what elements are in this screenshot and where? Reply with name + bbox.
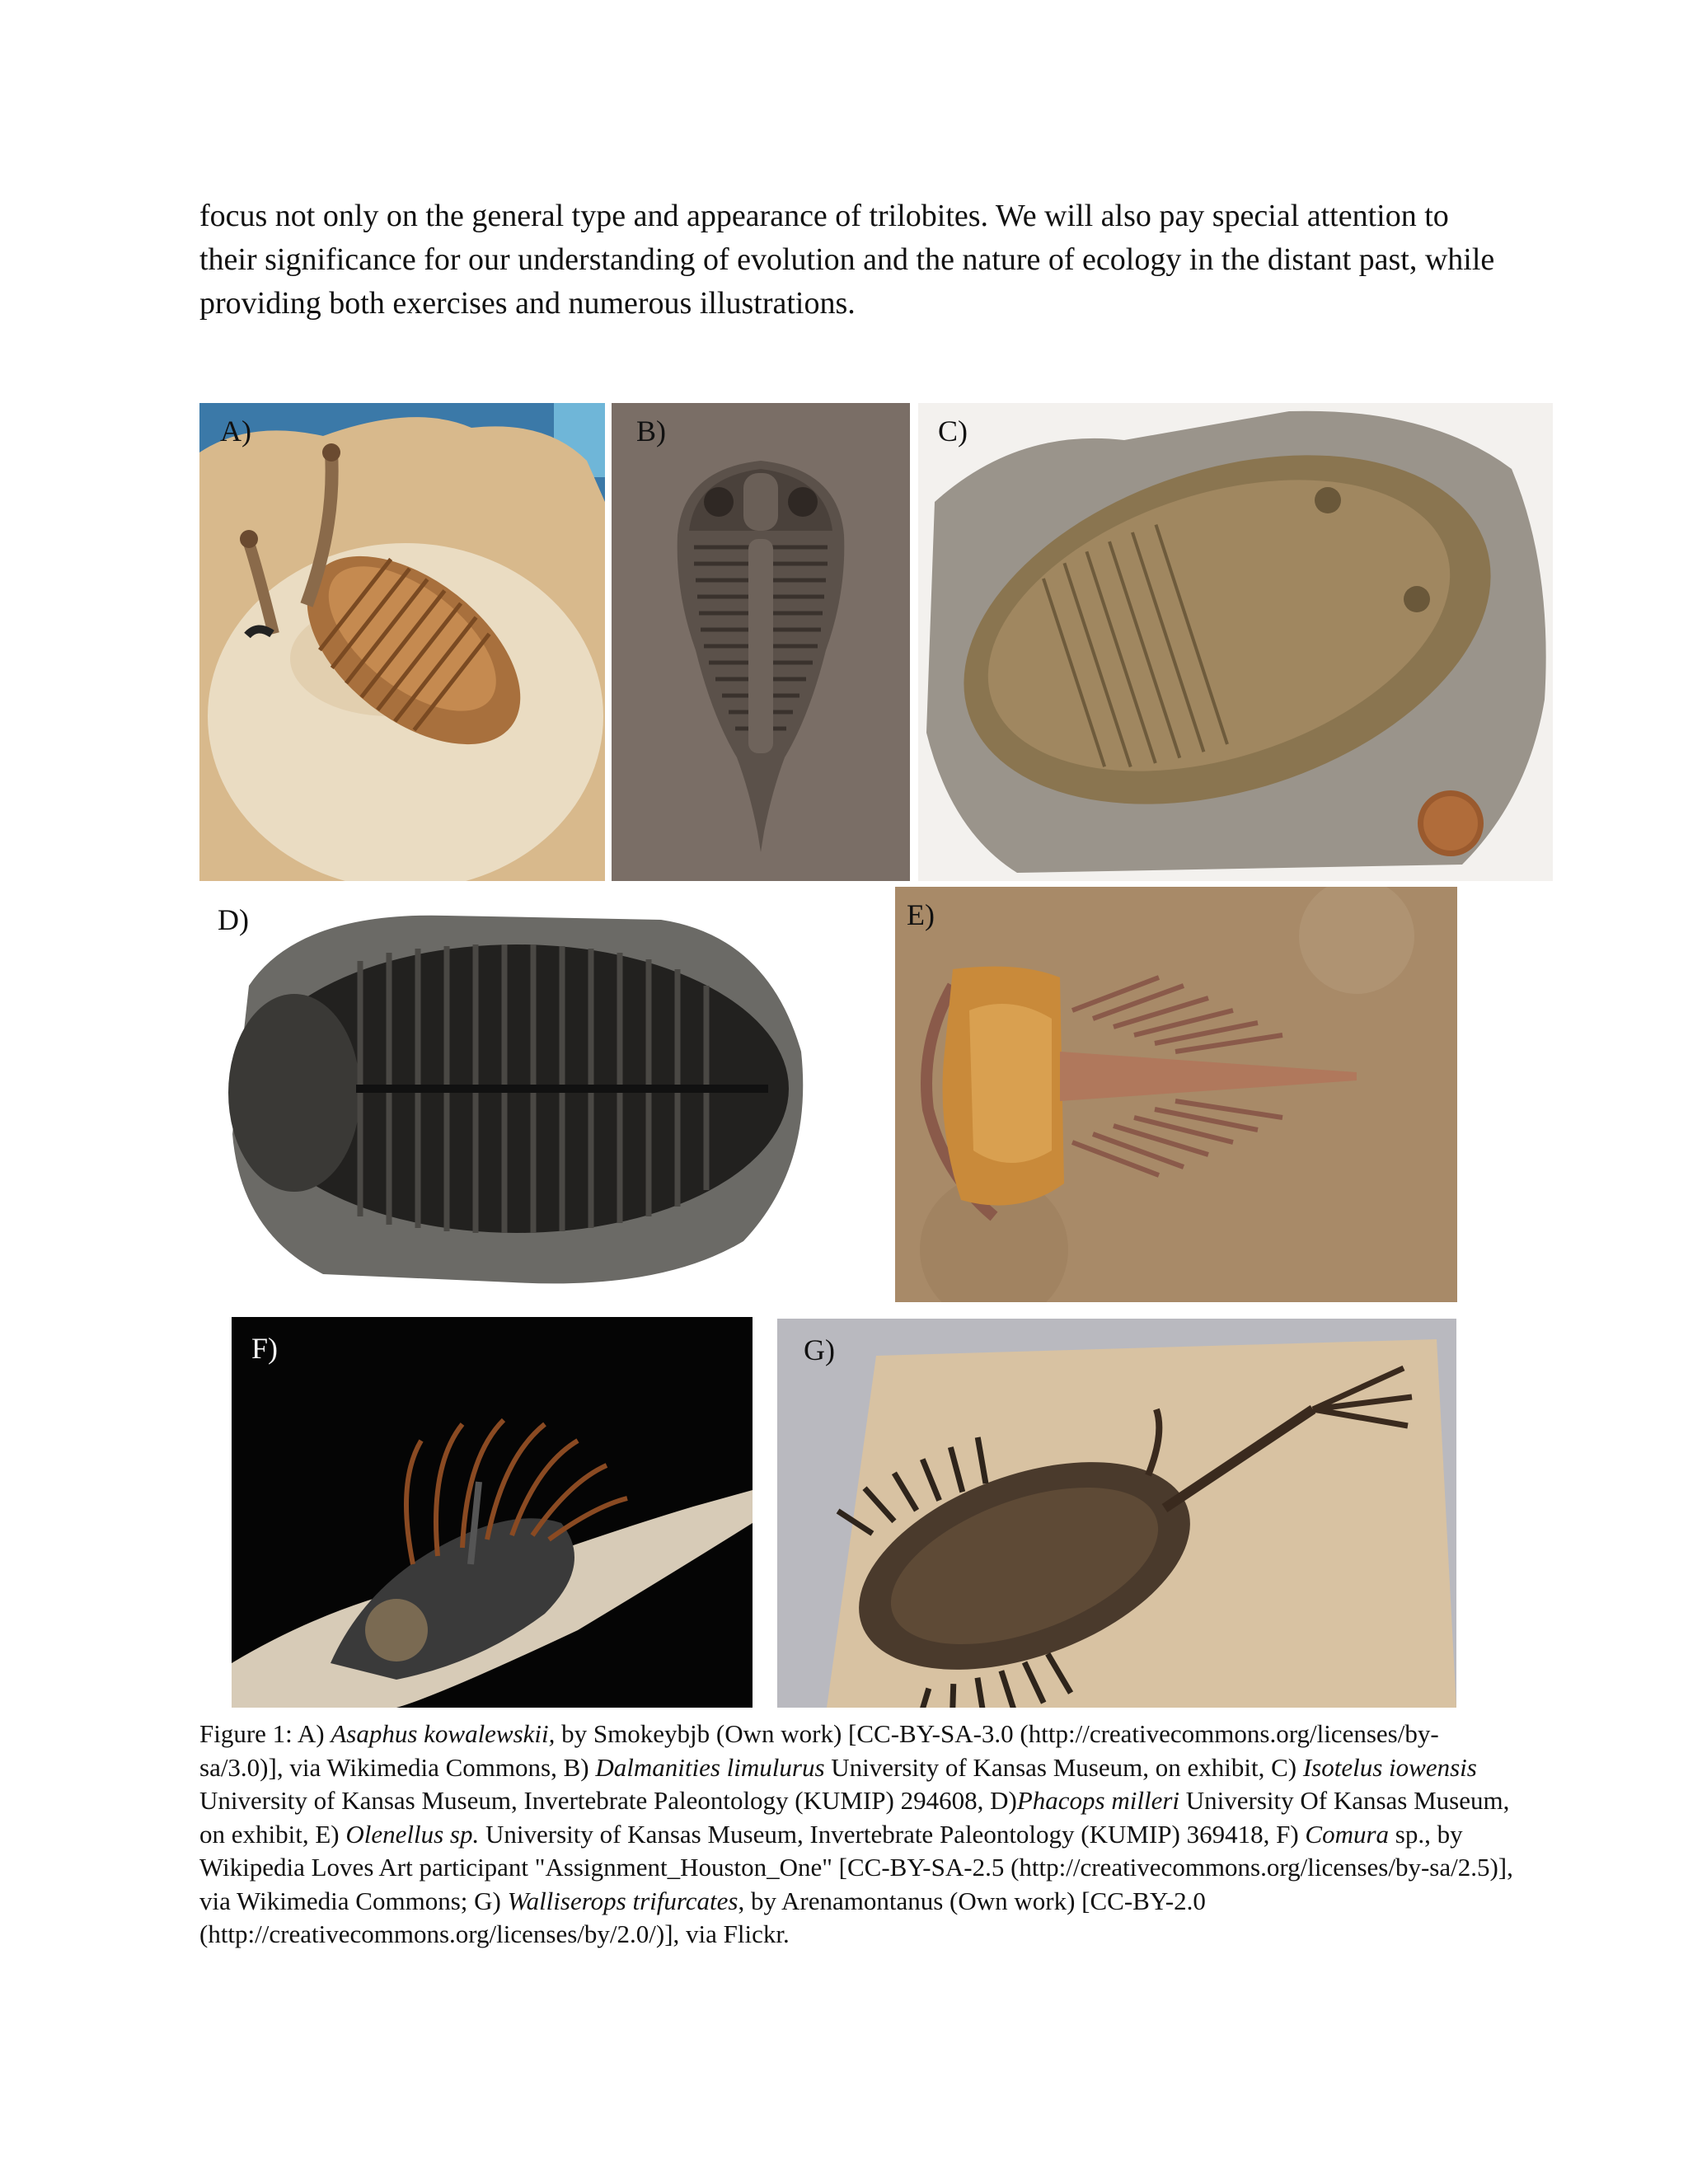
caption-species-name: Asaphus kowalewskii, <box>331 1719 556 1748</box>
panel-label-f: F) <box>251 1332 279 1365</box>
photo-isotelus-iowensis <box>918 403 1553 881</box>
intro-paragraph: focus not only on the general type and appearance of trilobites. We will also pay special attention to their significance for our understanding of evolution and the nature of ecology in the distant past, while providing both exercises and numerous illustrations. <box>199 199 1495 321</box>
panel-label-b: B) <box>636 415 666 448</box>
photo-walliserops-trifurcates <box>777 1319 1456 1708</box>
caption-species-name: Olenellus sp. <box>345 1819 480 1849</box>
caption-text: University of Kansas Museum, Invertebrate Paleontology (KUMIP) 294608, D) <box>199 1786 1017 1815</box>
photo-dalmanities-limulurus <box>612 403 910 881</box>
caption-species-name: Phacops milleri <box>1016 1786 1179 1815</box>
caption-species-name: Dalmanities limulurus <box>595 1752 825 1782</box>
caption-text: University of Kansas Museum, on exhibit, C) <box>824 1752 1303 1782</box>
caption-text: sp., by Wikipedia Loves Art participant "Assignment_Houston_One" [CC-BY-SA-2.5 (http://creativecommons.org/licenses/by-sa/2.5)], via Wikimedia Commons; G) <box>199 1819 1513 1915</box>
photo-phacops-milleri <box>199 887 818 1305</box>
panel-label-a: A) <box>220 415 251 448</box>
panel-label-g: G) <box>804 1333 835 1366</box>
caption-text: University Of Kansas Museum, on exhibit, E) <box>199 1786 1510 1849</box>
caption-text: University of Kansas Museum, Invertebrate Paleontology (KUMIP) 369418, F) <box>479 1819 1306 1849</box>
caption-species-name: Comura <box>1305 1819 1390 1849</box>
caption-text: , by Arenamontanus (Own work) [CC-BY-2.0 (http://creativecommons.org/licenses/by/2.0/)], via Flickr. <box>199 1886 1206 1948</box>
caption-species-name: Isotelus iowensis <box>1302 1752 1477 1782</box>
panel-label-d: D) <box>218 903 249 936</box>
photo-olenellus-sp <box>895 887 1457 1302</box>
panel-label-c: C) <box>938 415 968 448</box>
caption-species-name: Walliserops trifurcates <box>507 1886 738 1915</box>
photo-asaphus-kowalewskii <box>199 403 605 881</box>
photo-comura-sp <box>232 1317 753 1708</box>
figure-caption <box>199 1718 1518 1952</box>
caption-text: Figure 1: A) <box>199 1719 331 1748</box>
panel-label-e: E) <box>907 898 935 931</box>
caption-text: by Smokeybjb (Own work) [CC-BY-SA-3.0 (http://creativecommons.org/licenses/by-sa/3.0)], via Wikimedia Commons, B) <box>199 1719 1439 1782</box>
